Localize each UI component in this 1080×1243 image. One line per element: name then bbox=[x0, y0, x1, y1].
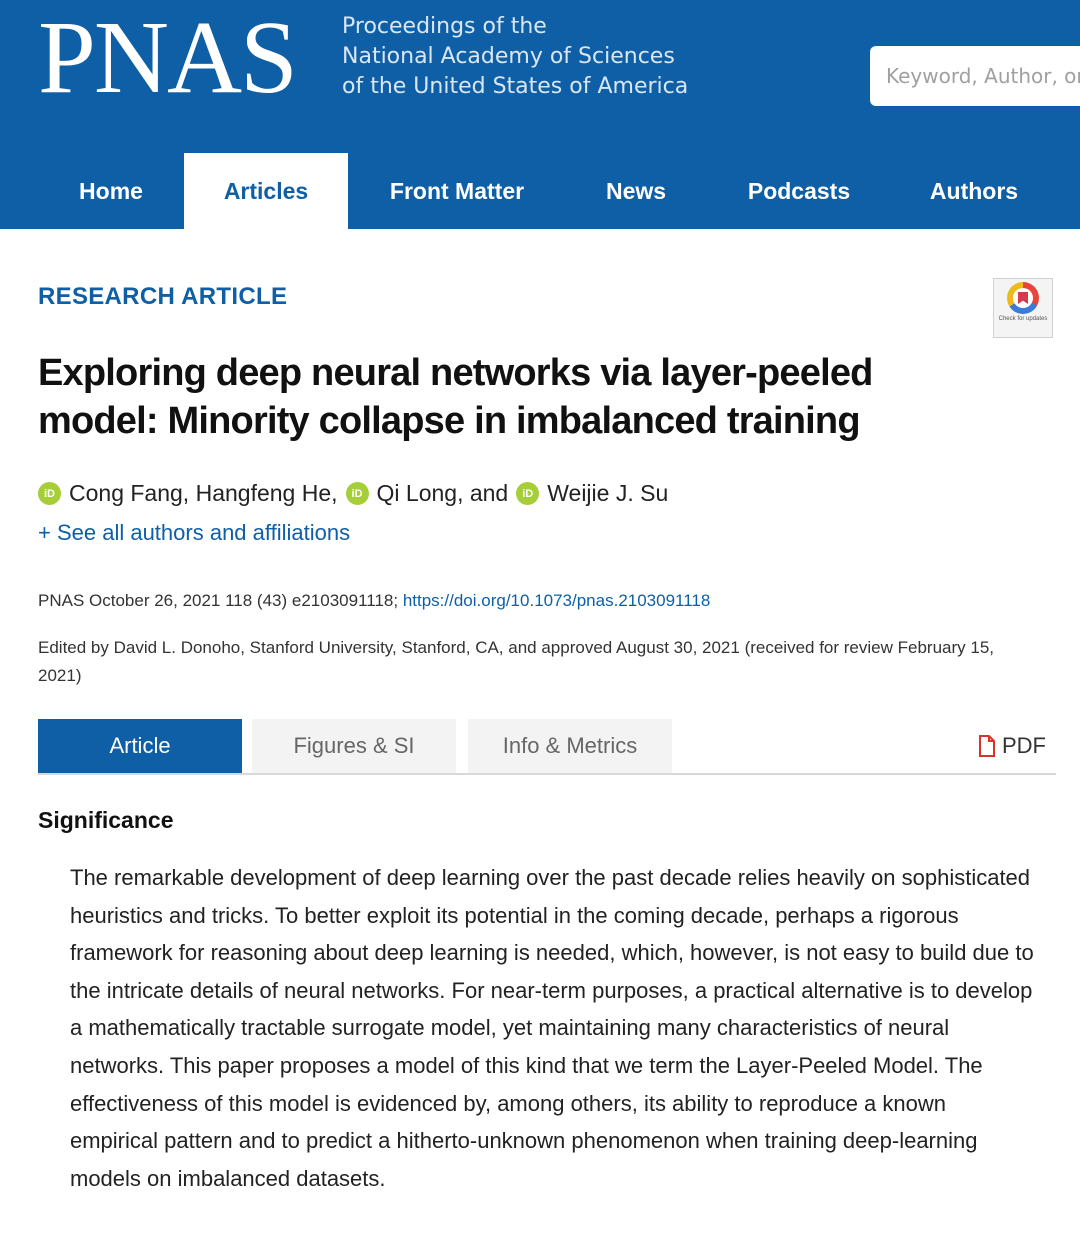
significance-text: The remarkable development of deep learning over the past decade relies heavily on sophisticated heuristics and tricks. To better exploit its potential in the coming decade, perhaps a rigorous framework for reasoning about deep learning is needed, which, however, is not easy to build due to the intricate details of neural networks. For near-term purposes, a practical alternative is to develop a mathematically tractable surrogate model, yet maintaining many characteristics of neural networks. This paper proposes a model of this kind that we term the Layer-Peeled Model. The effectiveness of this model is evidenced by, among others, its ability to reproduce a known empirical pattern and to predict a hitherto-unknown phenomenon when training deep-learning models on imbalanced datasets. bbox=[70, 865, 1034, 1191]
nav-front-matter[interactable]: Front Matter bbox=[389, 177, 525, 204]
significance-heading: Significance bbox=[38, 807, 174, 833]
nav-articles[interactable]: Articles bbox=[184, 153, 348, 229]
tab-figures-si[interactable]: Figures & SI bbox=[252, 719, 456, 773]
author-names[interactable]: Weijie J. Su bbox=[547, 480, 669, 506]
pdf-button[interactable] bbox=[978, 719, 1046, 773]
nav-news[interactable]: News bbox=[605, 177, 667, 204]
doi-link[interactable]: https://doi.org/10.1073/pnas.2103091118 bbox=[402, 591, 711, 610]
pdf-label: PDF bbox=[1002, 733, 1046, 758]
nav-authors[interactable]: Authors bbox=[929, 177, 1019, 204]
article-type: RESEARCH ARTICLE bbox=[38, 283, 288, 310]
crossmark-badge[interactable] bbox=[993, 278, 1053, 338]
orcid-icon[interactable]: iD bbox=[346, 482, 369, 505]
tab-article[interactable]: Article bbox=[38, 719, 242, 773]
nav-home[interactable]: Home bbox=[79, 177, 143, 204]
tagline-line: National Academy of Sciences bbox=[342, 44, 675, 69]
site-tagline bbox=[342, 12, 688, 102]
search-box bbox=[870, 46, 1080, 106]
orcid-icon[interactable]: iD bbox=[38, 482, 61, 505]
author-list bbox=[38, 480, 676, 507]
see-all-authors-link[interactable]: + See all authors and affiliations bbox=[38, 520, 351, 545]
author-names[interactable]: Qi Long, and bbox=[376, 480, 509, 506]
search-input[interactable] bbox=[886, 64, 1080, 88]
article-title: Exploring deep neural networks via layer-peeled model: Minority collapse in imbalanced training bbox=[38, 352, 873, 442]
nav-podcasts[interactable]: Podcasts bbox=[747, 177, 851, 204]
pdf-icon bbox=[978, 735, 996, 757]
crossmark-icon bbox=[1007, 282, 1039, 314]
citation-line bbox=[38, 591, 710, 611]
citation-text: PNAS October 26, 2021 118 (43) e2103091118; bbox=[38, 591, 399, 610]
tagline-line: Proceedings of the bbox=[342, 14, 547, 39]
crossmark-label: Check for updates bbox=[998, 316, 1048, 322]
tagline-line: of the United States of America bbox=[342, 74, 689, 99]
article-tabs bbox=[38, 719, 1056, 775]
main-nav bbox=[0, 153, 1080, 229]
author-names[interactable]: Cong Fang, Hangfeng He, bbox=[69, 480, 338, 506]
site-header bbox=[0, 0, 1080, 229]
pnas-logo[interactable]: PNAS bbox=[38, 0, 296, 115]
orcid-icon[interactable]: iD bbox=[516, 482, 539, 505]
edited-by: Edited by David L. Donoho, Stanford University, Stanford, CA, and approved August 30, 2021 (received for review February 15, 2021) bbox=[38, 638, 994, 685]
tab-info-metrics[interactable]: Info & Metrics bbox=[468, 719, 672, 773]
